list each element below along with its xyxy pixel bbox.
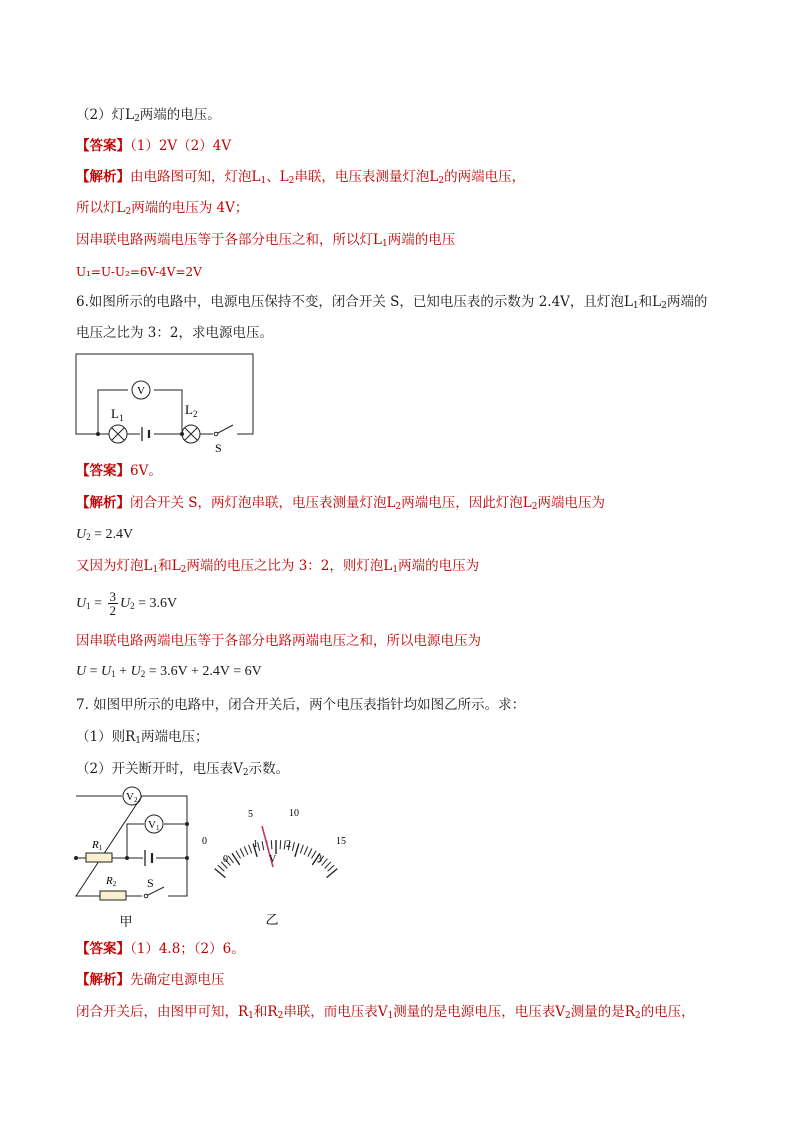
q7-r1-label: R1 <box>92 839 103 852</box>
dial-label-bottom-2: 2 <box>286 839 291 850</box>
q5-answer: 【答案】（1）2V（2）4V <box>76 138 232 154</box>
q6-eq-u2: $U_2 = 2.4V$ <box>76 527 134 542</box>
q6-voltmeter-label: V <box>137 385 145 397</box>
dial-minor-tick <box>308 849 312 857</box>
dial-minor-tick <box>240 849 244 857</box>
q6-eq-u1: $U_1$ = $\frac{3}{2}$ $U_2 = 3.6V$ <box>76 589 178 619</box>
q6-L1-label: $L_1$ <box>111 406 124 423</box>
q7-v1-label: V1 <box>148 819 160 832</box>
dial-major-tick <box>215 869 226 878</box>
q6-stem-line1: 6.如图所示的电路中，电源电压保持不变，闭合开关 S，已知电压表的示数为 2.4V，且灯泡$L_1$和$L_2$两端的 <box>76 294 708 311</box>
dial-minor-tick <box>271 840 272 849</box>
q6-analysis: 【解析】闭合开关 S，两灯泡串联，电压表测量灯泡$L_2$两端电压，因此灯泡$L_2$两端电压为 <box>76 495 605 512</box>
q5-part2: （2）灯$L_2$两端的电压。 <box>76 107 221 124</box>
q6-sum-line: 因串联电路两端电压等于各部分电路两端电压之和，所以电源电压为 <box>76 633 481 649</box>
dial-minor-tick <box>249 845 252 854</box>
dial-label-bottom-0: 0 <box>223 854 228 865</box>
dial-minor-tick <box>236 851 241 859</box>
q6-switch-label: S <box>215 441 222 455</box>
dial-minor-tick <box>312 851 317 859</box>
q7-voltmeter-dial-yi <box>196 800 356 930</box>
q7-answer: 【答案】（1）4.8；（2）6。 <box>76 941 245 957</box>
dial-minor-tick <box>322 859 328 866</box>
dial-label-top-5: 5 <box>248 809 253 820</box>
dial-minor-tick <box>292 842 294 851</box>
dial-minor-tick <box>228 856 233 863</box>
q5-formula: U₁=U-U₂=6V-4V=2V <box>76 265 202 279</box>
q7-stem: 7. 如图甲所示的电路中，闭合开关后，两个电压表指针均如图乙所示。求： <box>76 697 526 713</box>
dial-minor-tick <box>218 865 225 871</box>
q6-circuit-diagram <box>70 348 265 458</box>
dial-minor-tick <box>325 862 331 869</box>
dial-minor-tick <box>300 845 303 854</box>
q6-eq-total: $U = U_1 + U_2 = 3.6V + 2.4V = 6V$ <box>76 664 262 679</box>
q7-analysis: 【解析】先确定电源电压 <box>76 972 225 988</box>
dial-minor-tick <box>328 865 335 871</box>
dial-label-bottom-3: 3 <box>317 854 322 865</box>
q7-circuit-diagram-jia <box>70 786 195 931</box>
q5-analysis-line2: 所以灯$L_2$两端的电压为 4V； <box>76 200 249 217</box>
fraction-3-2: $\frac{3}{2}$ <box>109 589 117 619</box>
q7-caption-yi: 乙 <box>265 912 279 927</box>
q7-r2-label: R2 <box>106 875 117 888</box>
dial-label-top-0: 0 <box>202 836 207 847</box>
q6-L2-label: $L_2$ <box>185 402 198 419</box>
dial-minor-tick <box>244 847 248 855</box>
q7-switch-label: S <box>147 876 154 890</box>
dial-minor-tick <box>262 841 264 850</box>
q7-analysis-line2: 闭合开关后，由图甲可知，$R_1$和$R_2$串联，而电压表$V_1$测量的是电源电压，电压表$V_2$测量的是$R_2$的电压， <box>76 1004 695 1021</box>
q7-caption-jia: 甲 <box>119 914 133 929</box>
dial-minor-tick <box>304 847 308 855</box>
q6-stem-line2: 电压之比为 3：2，求电源电压。 <box>76 325 273 341</box>
q6-ratio-line: 又因为灯泡$L_1$和$L_2$两端的电压之比为 3：2，则灯泡$L_1$两端的电压为 <box>76 558 480 575</box>
dial-label-top-15: 15 <box>336 836 346 847</box>
q5-analysis: 【解析】由电路图可知，灯泡$L_1$、$L_2$串联，电压表测量灯泡$L_2$的两端电压， <box>76 169 526 186</box>
dial-major-tick <box>295 843 299 856</box>
q7-part2: （2）开关断开时，电压表$V_2$示数。 <box>76 761 290 778</box>
q6-answer: 【答案】6V。 <box>76 463 162 479</box>
q7-part1: （1）则$R_1$两端电压； <box>76 729 209 746</box>
dial-label-bottom-1: 1 <box>253 839 258 850</box>
q5-analysis-line3: 因串联电路两端电压等于各部分电压之和，所以灯$L_1$两端的电压 <box>76 232 456 249</box>
q7-v2-label: V2 <box>126 791 138 804</box>
dial-unit-label: V <box>269 854 277 865</box>
dial-major-tick <box>327 869 338 878</box>
dial-label-top-10: 10 <box>289 808 299 819</box>
dial-minor-tick <box>280 840 281 849</box>
